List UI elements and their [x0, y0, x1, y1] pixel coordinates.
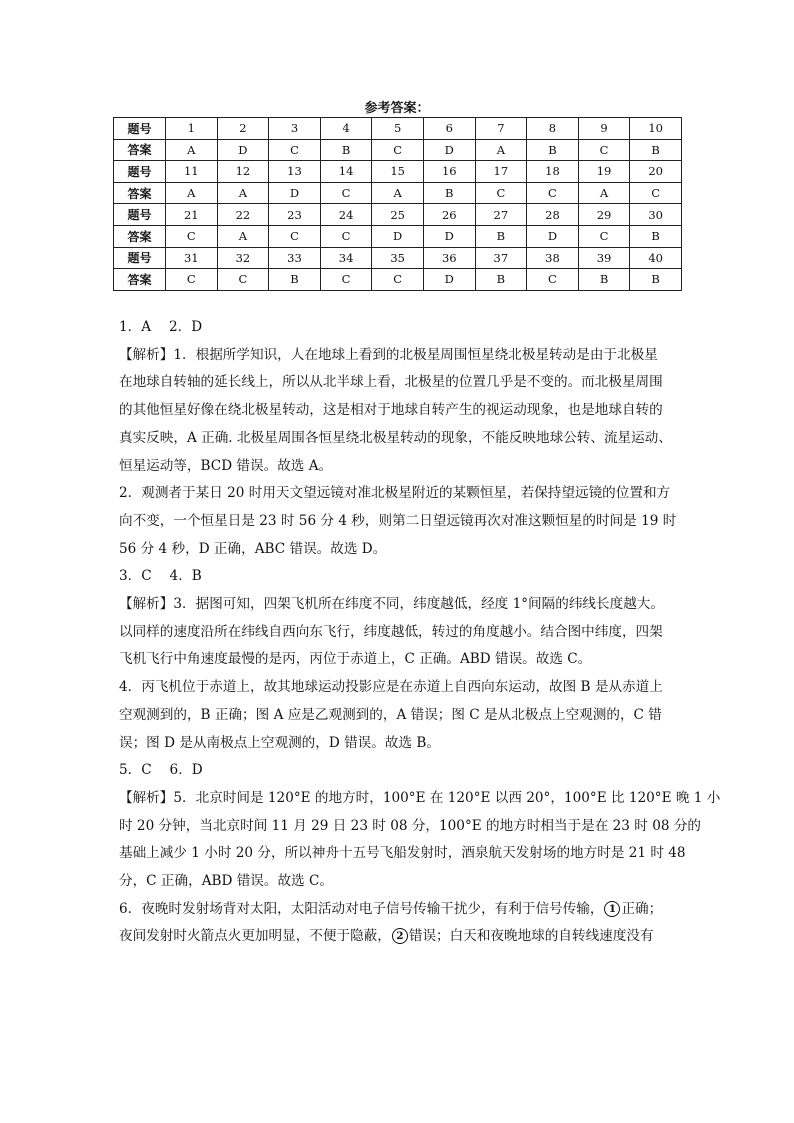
table-cell: 19	[578, 161, 630, 183]
table-cell: 31	[166, 247, 218, 269]
analysis-text: 6．夜晚时发射场背对太阳，太阳活动对电子信号传输干扰少，有利于信号传输，	[119, 900, 604, 917]
table-cell: D	[217, 139, 269, 161]
table-cell: C	[320, 182, 372, 204]
answer-line-3-4: 3．C 4．B	[119, 568, 202, 585]
analysis-line: 时 20 分钟，当北京时间 11 月 29 日 23 时 08 分，100°E 的地方时相当于是在 23 时 08 分的	[119, 817, 702, 834]
table-cell: C	[578, 139, 630, 161]
table-cell: C	[372, 139, 424, 161]
analysis-text: 夜间发射时火箭点火更加明显，不便于隐蔽，	[119, 928, 391, 945]
circled-number-marker: 2	[392, 928, 408, 944]
analysis-line: 4．丙飞机位于赤道上，故其地球运动投影应是在赤道上自西向东运动，故图 B 是从赤道上	[119, 679, 663, 696]
row-header: 答案	[114, 139, 166, 161]
analysis-line: 【解析】3．据图可知，四架飞机所在纬度不同，纬度越低，经度 1°间隔的纬线长度越大。	[119, 596, 664, 613]
table-row	[114, 182, 682, 204]
table-cell: 39	[578, 247, 630, 269]
table-cell: C	[372, 269, 424, 291]
table-cell: 28	[527, 204, 579, 226]
table-row	[114, 118, 682, 140]
analysis-line: 的其他恒星好像在绕北极星转动，这是相对于地球自转产生的视运动现象，也是地球自转的	[119, 402, 663, 419]
analysis-line: 以同样的速度沿所在纬线自西向东飞行，纬度越低，转过的角度越小。结合图中纬度，四架	[119, 623, 663, 640]
table-cell: 7	[475, 118, 527, 140]
analysis-line	[119, 923, 679, 951]
solution-text	[119, 314, 721, 951]
analysis-line: 误；图 D 是从南极点上空观测的，D 错误。故选 B。	[119, 734, 440, 751]
analysis-line: 56 分 4 秒，D 正确，ABC 错误。故选 D。	[119, 540, 387, 557]
table-cell: B	[269, 269, 321, 291]
circled-number-marker: 1	[604, 901, 620, 917]
table-cell: B	[475, 269, 527, 291]
table-cell: D	[423, 269, 475, 291]
analysis-line: 分，C 正确，ABD 错误。故选 C。	[119, 873, 334, 890]
table-cell: A	[166, 182, 218, 204]
table-cell: 15	[372, 161, 424, 183]
table-cell: C	[269, 225, 321, 247]
table-row	[114, 269, 682, 291]
table-cell: 21	[166, 204, 218, 226]
table-row	[114, 247, 682, 269]
table-cell: 10	[630, 118, 682, 140]
table-cell: A	[166, 139, 218, 161]
table-cell: B	[630, 269, 682, 291]
table-cell: C	[166, 269, 218, 291]
table-cell: 13	[269, 161, 321, 183]
table-cell: 22	[217, 204, 269, 226]
analysis-line: 飞机飞行中角速度最慢的是丙，丙位于赤道上，C 正确。ABD 错误。故选 C。	[119, 651, 592, 668]
table-cell: 12	[217, 161, 269, 183]
table-cell: 11	[166, 161, 218, 183]
table-cell: 8	[527, 118, 579, 140]
table-cell: 1	[166, 118, 218, 140]
table-cell: C	[527, 269, 579, 291]
table-cell: 32	[217, 247, 269, 269]
row-header: 题号	[114, 161, 166, 183]
analysis-text: 错误；白天和夜晚地球的自转线速度没有	[408, 928, 654, 945]
table-cell: 30	[630, 204, 682, 226]
table-cell: A	[217, 225, 269, 247]
table-cell: 26	[423, 204, 475, 226]
table-cell: 14	[320, 161, 372, 183]
table-cell: B	[527, 139, 579, 161]
table-cell: 18	[527, 161, 579, 183]
table-cell: 16	[423, 161, 475, 183]
table-cell: A	[475, 139, 527, 161]
table-cell: 35	[372, 247, 424, 269]
analysis-line: 2．观测者于某日 20 时用天文望远镜对准北极星附近的某颗恒星，若保持望远镜的位置和方	[119, 485, 671, 502]
row-header: 题号	[114, 204, 166, 226]
table-row	[114, 139, 682, 161]
table-cell: A	[217, 182, 269, 204]
table-cell: D	[372, 225, 424, 247]
table-cell: 24	[320, 204, 372, 226]
row-header: 答案	[114, 182, 166, 204]
table-cell: 6	[423, 118, 475, 140]
table-row	[114, 161, 682, 183]
answer-table	[113, 117, 682, 291]
table-cell: C	[269, 139, 321, 161]
table-cell: B	[475, 225, 527, 247]
analysis-line: 空观测到的，B 正确；图 A 应是乙观测到的，A 错误；图 C 是从北极点上空观测的，C 错	[119, 706, 662, 723]
answer-table-body	[114, 118, 682, 291]
table-cell: 37	[475, 247, 527, 269]
analysis-line: 真实反映，A 正确. 北极星周围各恒星绕北极星转动的现象，不能反映地球公转、流星运动、	[119, 429, 672, 446]
table-cell: D	[423, 139, 475, 161]
table-cell: 25	[372, 204, 424, 226]
analysis-line: 恒星运动等，BCD 错误。故选 A。	[119, 457, 333, 474]
table-cell: B	[630, 139, 682, 161]
table-cell: C	[475, 182, 527, 204]
table-cell: 29	[578, 204, 630, 226]
table-cell: B	[630, 225, 682, 247]
table-cell: C	[320, 269, 372, 291]
table-cell: 36	[423, 247, 475, 269]
row-header: 答案	[114, 269, 166, 291]
table-cell: A	[578, 182, 630, 204]
table-cell: C	[320, 225, 372, 247]
table-cell: B	[423, 182, 475, 204]
table-cell: A	[372, 182, 424, 204]
row-header: 答案	[114, 225, 166, 247]
answer-line-1-2: 1．A 2．D	[119, 319, 203, 335]
table-cell: 27	[475, 204, 527, 226]
analysis-line	[119, 896, 679, 924]
table-cell: D	[423, 225, 475, 247]
analysis-line: 在地球自转轴的延长线上，所以从北半球上看，北极星的位置几乎是不变的。而北极星周围	[119, 374, 663, 391]
table-cell: 9	[578, 118, 630, 140]
table-cell: 4	[320, 118, 372, 140]
table-cell: B	[320, 139, 372, 161]
table-cell: 38	[527, 247, 579, 269]
answer-line-5-6: 5．C 6．D	[119, 762, 203, 779]
table-cell: 5	[372, 118, 424, 140]
analysis-line: 【解析】1．根据所学知识，人在地球上看到的北极星周围恒星绕北极星转动是由于北极星	[119, 346, 658, 363]
table-cell: 40	[630, 247, 682, 269]
analysis-line: 向不变，一个恒星日是 23 时 56 分 4 秒，则第二日望远镜再次对准这颗恒星的时间是 19 时	[119, 512, 677, 529]
table-cell: 34	[320, 247, 372, 269]
table-cell: C	[217, 269, 269, 291]
answer-key-title: 参考答案：	[364, 101, 430, 116]
table-cell: C	[166, 225, 218, 247]
analysis-line: 基础上减少 1 小时 20 分，所以神舟十五号飞船发射时，酒泉航天发射场的地方时是 21 时 48	[119, 845, 686, 862]
table-row	[114, 225, 682, 247]
table-cell: C	[527, 182, 579, 204]
table-cell: 33	[269, 247, 321, 269]
table-cell: C	[578, 225, 630, 247]
table-cell: 3	[269, 118, 321, 140]
table-cell: 17	[475, 161, 527, 183]
row-header: 题号	[114, 118, 166, 140]
table-cell: C	[630, 182, 682, 204]
analysis-text: 正确；	[621, 900, 663, 917]
table-cell: 20	[630, 161, 682, 183]
table-row	[114, 204, 682, 226]
table-cell: D	[269, 182, 321, 204]
table-cell: B	[578, 269, 630, 291]
row-header: 题号	[114, 247, 166, 269]
table-cell: 2	[217, 118, 269, 140]
table-cell: D	[527, 225, 579, 247]
table-cell: 23	[269, 204, 321, 226]
analysis-line: 【解析】5．北京时间是 120°E 的地方时，100°E 在 120°E 以西 20°，100°E 比 120°E 晚 1 小	[119, 789, 721, 806]
